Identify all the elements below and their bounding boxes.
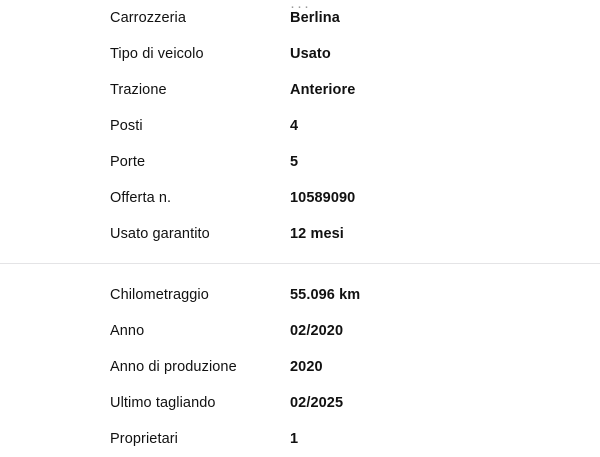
table-row — [0, 313, 600, 349]
group-gap — [0, 264, 600, 277]
table-row — [0, 277, 600, 313]
spec-value: 55.096 km — [290, 287, 361, 303]
table-row — [0, 385, 600, 421]
table-row — [0, 349, 600, 385]
spec-label: Ultimo tagliando — [110, 395, 216, 411]
spec-label: Proprietari — [110, 431, 178, 447]
table-row — [0, 36, 600, 72]
table-row — [0, 108, 600, 144]
table-row — [0, 72, 600, 108]
spec-label: Chilometraggio — [110, 287, 209, 303]
spec-value: 1 — [290, 431, 299, 447]
spec-label: Tipo di veicolo — [110, 46, 204, 62]
spec-value: 12 mesi — [290, 226, 344, 242]
spec-label: Posti — [110, 118, 143, 134]
group-gap — [0, 252, 600, 263]
spec-value: 02/2020 — [290, 323, 344, 339]
spec-label: Anno — [110, 323, 145, 339]
spec-label: Porte — [110, 154, 146, 170]
spec-value: 5 — [290, 154, 299, 170]
table-row — [0, 216, 600, 252]
spec-value: Anteriore — [290, 82, 356, 98]
spec-label: Offerta n. — [110, 190, 172, 206]
table-row — [0, 421, 600, 457]
table-row — [0, 180, 600, 216]
spec-label: Trazione — [110, 82, 167, 98]
spec-value: Usato — [290, 46, 331, 62]
overflow-menu-icon[interactable]: ··· — [290, 0, 311, 15]
spec-label: Usato garantito — [110, 226, 210, 242]
spec-value: 02/2025 — [290, 395, 344, 411]
spec-value: 4 — [290, 118, 299, 134]
spec-group-usage — [0, 277, 600, 457]
table-row — [0, 144, 600, 180]
spec-value: 10589090 — [290, 190, 356, 206]
spec-value: 2020 — [290, 359, 323, 375]
spec-label: Anno di produzione — [110, 359, 237, 375]
spec-value: Berlina — [290, 10, 340, 26]
spec-label: Carrozzeria — [110, 10, 187, 26]
